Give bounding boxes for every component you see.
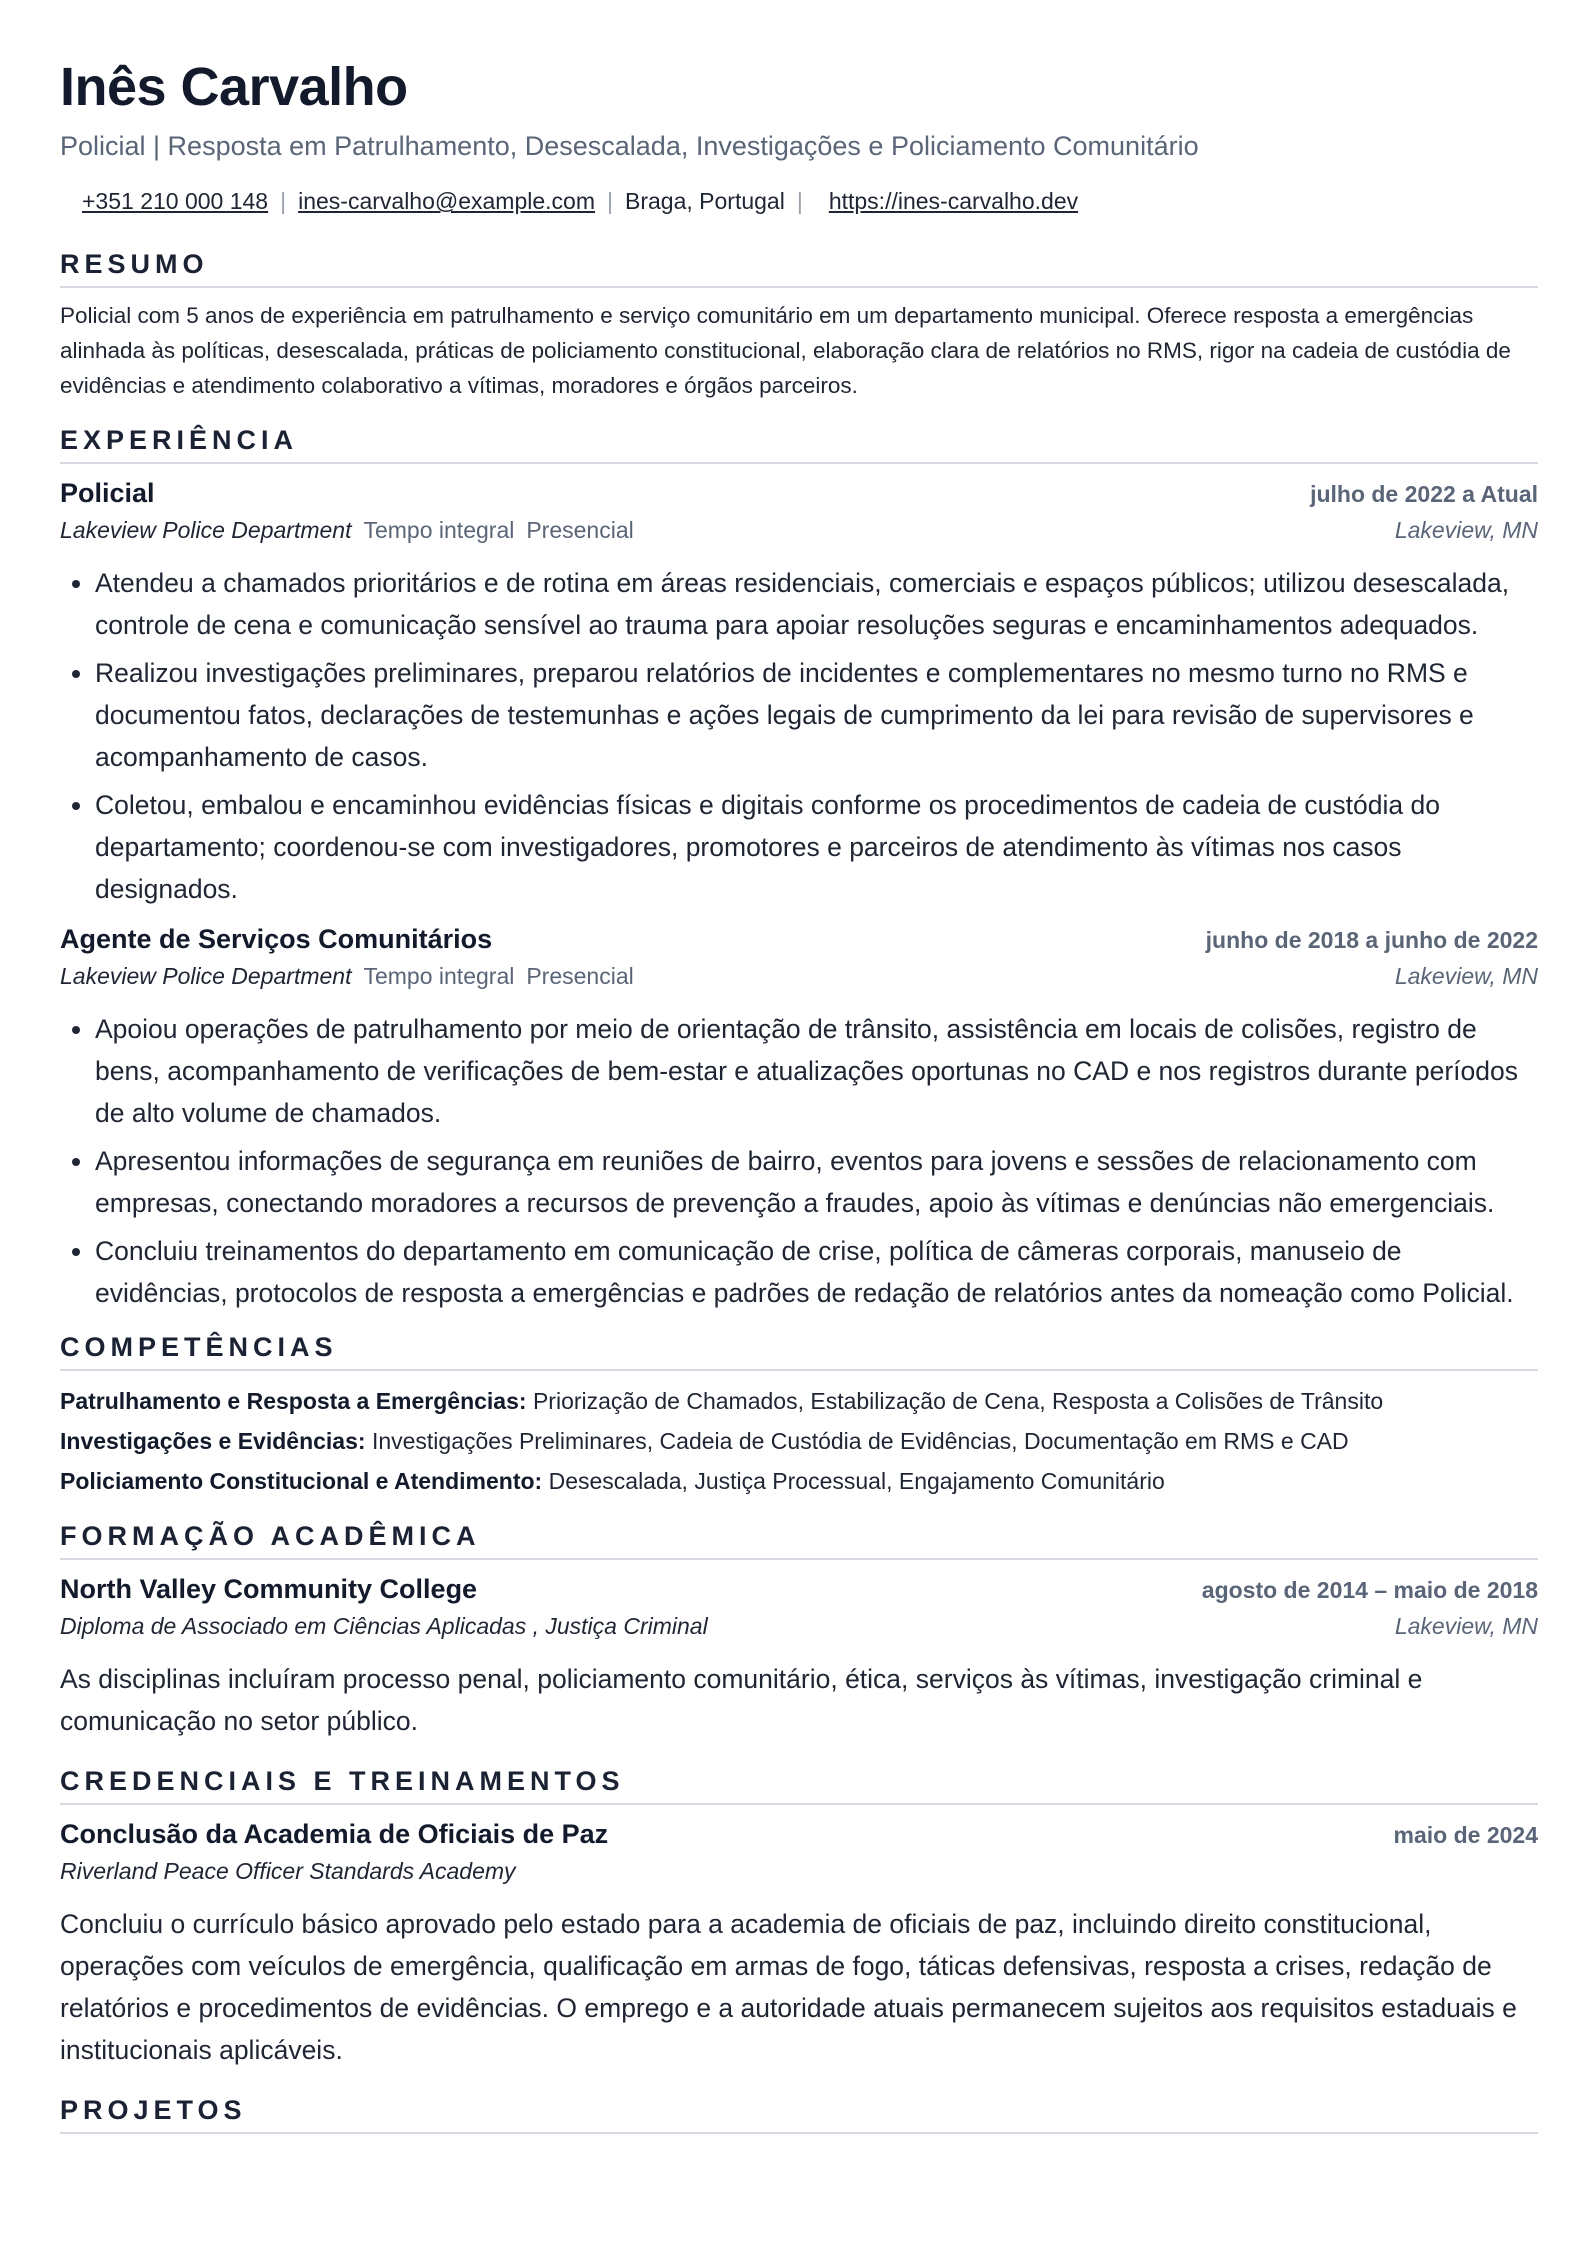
- job-dates: junho de 2018 a junho de 2022: [1205, 927, 1538, 954]
- job-title: Agente de Serviços Comunitários: [60, 924, 493, 955]
- phone-link[interactable]: +351 210 000 148: [82, 188, 269, 215]
- job-org: Lakeview Police Department: [60, 517, 352, 544]
- credential-entry: [60, 1819, 1538, 2071]
- job-bullets: [60, 1008, 1538, 1314]
- skill-label: Policiamento Constitucional e Atendimento:: [60, 1468, 543, 1495]
- education-description: As disciplinas incluíram processo penal, policiamento comunitário, ética, serviços às vítimas, investigação criminal e comunicação no setor público.: [60, 1664, 1423, 1737]
- list-item: • Apoiou operações de patrulhamento por meio de orientação de trânsito, assistência em locais de colisões, registro de bens, acompanhamento de verificações de bem-estar e atualizações oportunas no CAD e nos registros durante períodos de alto volume de chamados.: [95, 1008, 1538, 1134]
- skill-value: Priorização de Chamados, Estabilização de Cena, Resposta a Colisões de Trânsito: [532, 1388, 1384, 1415]
- degree-name: Diploma de Associado em Ciências Aplicadas , Justiça Criminal: [60, 1613, 708, 1640]
- section-title-skills: COMPETÊNCIAS: [60, 1332, 1538, 1371]
- experience-entry: [60, 478, 1538, 910]
- section-title-projects: PROJETOS: [60, 2095, 1538, 2134]
- email-link[interactable]: ines-carvalho@example.com: [298, 188, 596, 215]
- credential-title: Conclusão da Academia de Oficiais de Paz: [60, 1819, 609, 1850]
- job-org: Lakeview Police Department: [60, 963, 352, 990]
- job-mode: Presencial: [526, 517, 634, 544]
- education-dates: agosto de 2014 – maio de 2018: [1201, 1577, 1538, 1604]
- experience-entry: [60, 924, 1538, 1314]
- list-item: • Coletou, embalou e encaminhou evidências físicas e digitais conforme os procedimentos de cadeia de custódia do departamento; coordenou-se com investigadores, promotores e parceiros de atendimento às vítimas nos casos designados.: [95, 784, 1538, 910]
- skill-row: [60, 1461, 1538, 1501]
- credential-issuer: Riverland Peace Officer Standards Academy: [60, 1858, 516, 1885]
- skill-value: Desescalada, Justiça Processual, Engajamento Comunitário: [548, 1468, 1165, 1495]
- website-link[interactable]: https://ines-carvalho.dev: [828, 188, 1079, 215]
- candidate-name: Inês Carvalho: [60, 57, 408, 117]
- separator: |: [796, 188, 803, 215]
- list-item: • Atendeu a chamados prioritários e de rotina em áreas residenciais, comerciais e espaços públicos; utilizou desescalada, controle de cena e comunicação sensível ao trauma para apoiar resoluções seguras e encaminhamentos adequados.: [95, 562, 1538, 646]
- separator: |: [280, 188, 287, 215]
- contact-line: [60, 188, 1538, 215]
- job-title: Policial: [60, 478, 155, 509]
- credential-description: Concluiu o currículo básico aprovado pelo estado para a academia de oficiais de paz, incluindo direito constitucional, operações com veículos de emergência, qualificação em armas de fogo, táticas defensivas, resposta a crises, redação de relatórios e procedimentos de evidências. O emprego e a autoridade atuais permanecem sujeitos aos requisitos estaduais e institucionais aplicáveis.: [60, 1909, 1517, 2066]
- job-bullets: [60, 562, 1538, 910]
- job-dates: julho de 2022 a Atual: [1310, 481, 1538, 508]
- list-item: • Apresentou informações de segurança em reuniões de bairro, eventos para jovens e sessões de relacionamento com empresas, conectando moradores a recursos de prevenção a fraudes, apoio às vítimas e denúncias não emergenciais.: [95, 1140, 1538, 1224]
- skill-row: [60, 1421, 1538, 1461]
- resume-page: [60, 50, 1538, 2144]
- credential-date: maio de 2024: [1393, 1822, 1538, 1849]
- education-entry: [60, 1574, 1538, 1742]
- section-title-credentials: CREDENCIAIS E TREINAMENTOS: [60, 1766, 1538, 1805]
- skill-label: Patrulhamento e Resposta a Emergências:: [60, 1388, 527, 1415]
- list-item: • Concluiu treinamentos do departamento em comunicação de crise, política de câmeras corporais, manuseio de evidências, protocolos de resposta a emergências e padrões de redação de relatórios antes da nomeação como Policial.: [95, 1230, 1538, 1314]
- skill-label: Investigações e Evidências:: [60, 1428, 366, 1455]
- location-text: Braga, Portugal: [625, 188, 785, 215]
- job-mode: Presencial: [526, 963, 634, 990]
- school-name: North Valley Community College: [60, 1574, 478, 1605]
- skill-row: [60, 1381, 1538, 1421]
- section-title-experience: EXPERIÊNCIA: [60, 425, 1538, 464]
- summary-text: Policial com 5 anos de experiência em patrulhamento e serviço comunitário em um departamento municipal. Oferece resposta a emergências alinhada às políticas, desescalada, práticas de policiamento constitucional, elaboração clara de relatórios no RMS, rigor na cadeia de custódia de evidências e atendimento colaborativo a vítimas, moradores e órgãos parceiros.: [60, 303, 1511, 399]
- job-type: Tempo integral: [363, 963, 515, 990]
- job-location: Lakeview, MN: [1394, 963, 1538, 990]
- candidate-headline: Policial | Resposta em Patrulhamento, Desescalada, Investigações e Policiamento Comunitário: [60, 131, 1199, 161]
- list-item: • Realizou investigações preliminares, preparou relatórios de incidentes e complementares no mesmo turno no RMS e documentou fatos, declarações de testemunhas e ações legais de cumprimento da lei para revisão de supervisores e acompanhamento de casos.: [95, 652, 1538, 778]
- job-type: Tempo integral: [363, 517, 515, 544]
- section-title-summary: RESUMO: [60, 249, 1538, 288]
- skill-value: Investigações Preliminares, Cadeia de Custódia de Evidências, Documentação em RMS e CAD: [371, 1428, 1349, 1455]
- section-title-education: FORMAÇÃO ACADÊMICA: [60, 1521, 1538, 1560]
- job-location: Lakeview, MN: [1394, 517, 1538, 544]
- education-location: Lakeview, MN: [1394, 1613, 1538, 1640]
- skills-list: [60, 1381, 1538, 1501]
- separator: |: [607, 188, 613, 215]
